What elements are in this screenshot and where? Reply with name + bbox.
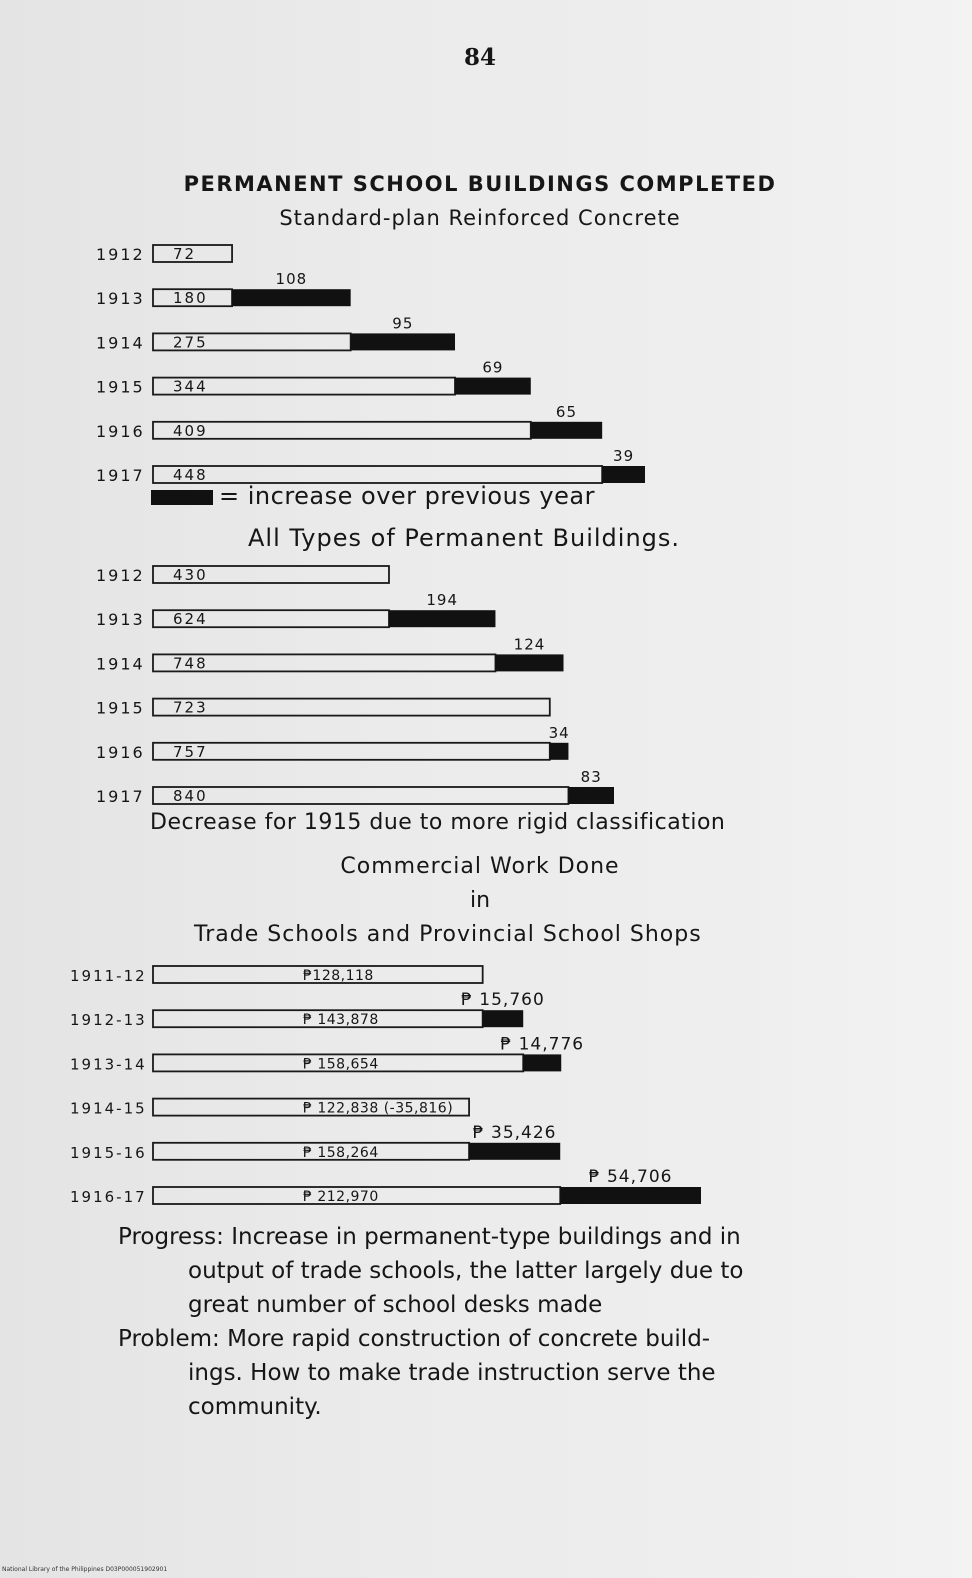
bar-base <box>153 466 602 483</box>
value-label: 275 <box>173 333 208 352</box>
problem-line-3: community. <box>188 1394 322 1420</box>
bar-increase <box>550 743 569 760</box>
value-label: ₱ 158,264 <box>303 1144 379 1161</box>
category-label: 1914 <box>96 333 145 353</box>
bar-base <box>153 699 550 716</box>
value-label: ₱ 212,970 <box>303 1189 379 1205</box>
increase-label: ₱ 35,426 <box>472 1122 557 1143</box>
category-label: 1917 <box>96 787 145 806</box>
problem-line-1: More rapid construction of concrete build- <box>227 1326 711 1352</box>
increase-label: 34 <box>548 723 570 742</box>
category-label: 1916-17 <box>70 1188 147 1206</box>
bar-increase <box>469 1143 560 1160</box>
chart-3-title-line-1: Commercial Work Done <box>340 854 620 879</box>
bar-increase <box>531 422 602 439</box>
problem-note <box>118 1322 716 1424</box>
value-label: ₱ 122,838 (-35,816) <box>303 1100 454 1117</box>
progress-note <box>118 1220 743 1322</box>
progress-line-3: great number of school desks made <box>188 1292 603 1318</box>
legend-label: = increase over previous year <box>219 482 595 510</box>
bar-increase <box>455 378 531 395</box>
value-label: 723 <box>173 698 208 717</box>
bar-increase <box>602 466 645 483</box>
value-label: 180 <box>173 289 208 308</box>
chart-3-title-line-3: Trade Schools and Provincial School Shops <box>194 922 702 947</box>
footer-credit: National Library of the Philippines D03P000051902901 <box>2 1566 168 1573</box>
page-number: 84 <box>463 44 496 71</box>
bar-increase <box>495 654 563 671</box>
category-label: 1917 <box>96 466 145 485</box>
category-label: 1916 <box>96 742 145 762</box>
value-label: 840 <box>173 787 208 805</box>
chart-2-title: All Types of Permanent Buildings. <box>248 524 681 552</box>
increase-label: 65 <box>555 402 578 421</box>
bar-increase <box>389 610 495 627</box>
category-label: 1912-13 <box>70 1011 147 1030</box>
bar-increase <box>483 1010 524 1027</box>
bar-base <box>153 787 568 804</box>
chart-1-title: PERMANENT SCHOOL BUILDINGS COMPLETED <box>183 172 777 196</box>
category-label: 1913 <box>96 610 145 630</box>
bar-increase <box>232 289 351 306</box>
bar-increase <box>568 787 614 804</box>
chart-1-subtitle: Standard-plan Reinforced Concrete <box>279 206 681 230</box>
increase-label: ₱ 15,760 <box>461 990 545 1011</box>
progress-line-1: Increase in permanent-type buildings and in <box>231 1224 741 1250</box>
value-label: ₱ 158,654 <box>303 1056 379 1073</box>
bar-increase <box>523 1054 561 1071</box>
value-label: 344 <box>173 377 208 396</box>
chart-3-title-line-2: in <box>469 888 491 913</box>
progress-line-2: output of trade schools, the latter largely due to <box>188 1258 744 1284</box>
increase-label: 108 <box>275 270 308 289</box>
category-label: 1913 <box>96 289 145 309</box>
value-label: 430 <box>173 566 208 584</box>
bar-increase <box>351 333 455 350</box>
problem-label: Problem: <box>118 1326 220 1352</box>
value-label: 448 <box>173 466 208 484</box>
category-label: 1914-15 <box>70 1099 147 1118</box>
increase-label: ₱ 14,776 <box>500 1034 585 1055</box>
problem-line-2: ings. How to make trade instruction serve the <box>188 1360 716 1386</box>
increase-label: 194 <box>426 591 459 610</box>
category-label: 1915 <box>96 377 145 397</box>
category-label: 1911-12 <box>70 967 147 985</box>
increase-label: 39 <box>613 447 635 465</box>
bar-base <box>153 743 550 760</box>
increase-label: ₱ 54,706 <box>588 1167 673 1187</box>
chart-2-note: Decrease for 1915 due to more rigid classification <box>150 810 726 835</box>
bar-base <box>153 422 531 439</box>
value-label: 624 <box>173 610 208 629</box>
increase-label: 83 <box>580 768 602 786</box>
value-label: ₱ 143,878 <box>303 1012 379 1029</box>
increase-label: 69 <box>482 358 504 377</box>
category-label: 1915 <box>96 698 145 718</box>
category-label: 1914 <box>96 654 145 674</box>
value-label: ₱128,118 <box>303 968 374 984</box>
progress-label: Progress: <box>118 1224 224 1250</box>
category-label: 1912 <box>96 245 145 264</box>
increase-label: 95 <box>392 314 414 333</box>
value-label: 757 <box>173 742 208 761</box>
category-label: 1915-16 <box>70 1143 147 1162</box>
value-label: 72 <box>173 245 197 263</box>
category-label: 1912 <box>96 566 145 585</box>
category-label: 1913-14 <box>70 1055 147 1074</box>
increase-label: 124 <box>513 635 546 654</box>
value-label: 748 <box>173 654 208 673</box>
category-label: 1916 <box>96 421 145 441</box>
value-label: 409 <box>173 421 208 440</box>
bar-increase <box>560 1187 701 1204</box>
